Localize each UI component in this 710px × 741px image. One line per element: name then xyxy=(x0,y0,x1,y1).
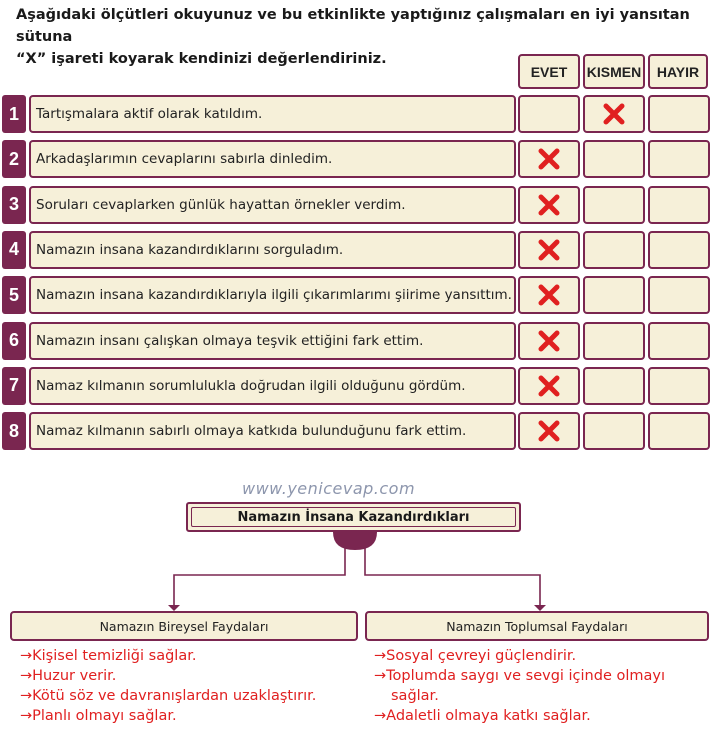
cell-kismen[interactable] xyxy=(583,367,645,405)
social-benefits-list xyxy=(374,646,665,726)
list-item: →Kötü söz ve davranışlardan uzaklaştırır. xyxy=(20,688,317,704)
table-row xyxy=(2,95,708,133)
cell-kismen[interactable] xyxy=(583,276,645,314)
list-item: sağlar. xyxy=(391,688,439,704)
cell-hayir[interactable] xyxy=(648,412,710,450)
individual-benefits-list xyxy=(20,646,316,726)
cell-kismen[interactable] xyxy=(583,95,645,133)
list-item: →Toplumda saygı ve sevgi içinde olmayı xyxy=(374,668,666,684)
table-row xyxy=(2,186,708,224)
cell-evet[interactable] xyxy=(518,367,580,405)
connector-line-left xyxy=(174,546,345,608)
table-row xyxy=(2,140,708,178)
table-row xyxy=(2,276,708,314)
cell-kismen[interactable] xyxy=(583,322,645,360)
cell-hayir[interactable] xyxy=(648,140,710,178)
diagram-connectors xyxy=(0,530,710,615)
cell-kismen[interactable] xyxy=(583,186,645,224)
table-row xyxy=(2,367,708,405)
row-number: 2 xyxy=(2,140,26,178)
x-mark-icon xyxy=(537,374,561,398)
individual-benefits-title: Namazın Bireysel Faydaları xyxy=(99,618,269,634)
row-statement: Namaz kılmanın sabırlı olmaya katkıda bulunduğunu fark ettim. xyxy=(29,412,516,450)
x-mark-icon xyxy=(537,193,561,217)
row-statement: Namazın insanı çalışkan olmaya teşvik ettiğini fark ettim. xyxy=(29,322,516,360)
row-statement: Namazın insana kazandırdıklarıyla ilgili çıkarımlarımı şiirime yansıttım. xyxy=(29,276,516,314)
cell-evet[interactable] xyxy=(518,231,580,269)
cell-kismen[interactable] xyxy=(583,412,645,450)
row-number: 7 xyxy=(2,367,26,405)
cell-evet[interactable] xyxy=(518,412,580,450)
row-statement: Arkadaşlarımın cevaplarını sabırla dinledim. xyxy=(29,140,516,178)
row-number: 1 xyxy=(2,95,26,133)
row-number: 8 xyxy=(2,412,26,450)
cell-evet[interactable] xyxy=(518,95,580,133)
cell-evet[interactable] xyxy=(518,276,580,314)
x-mark-icon xyxy=(537,283,561,307)
column-header-hayir: HAYIR xyxy=(648,54,708,89)
cell-hayir[interactable] xyxy=(648,367,710,405)
list-item: →Sosyal çevreyi güçlendirir. xyxy=(374,648,577,664)
cell-evet[interactable] xyxy=(518,322,580,360)
row-statement: Tartışmalara aktif olarak katıldım. xyxy=(29,95,516,133)
instruction-line-1: Aşağıdaki ölçütleri okuyunuz ve bu etkinlikte yaptığınız çalışmaları en iyi yansıtan sütuna xyxy=(16,7,690,45)
column-header-kismen: KISMEN xyxy=(583,54,645,89)
individual-benefits-box xyxy=(10,611,358,641)
list-item: →Adaletli olmaya katkı sağlar. xyxy=(374,708,591,724)
table-row xyxy=(2,322,708,360)
x-mark-icon xyxy=(537,329,561,353)
row-number: 3 xyxy=(2,186,26,224)
row-number: 6 xyxy=(2,322,26,360)
row-number: 5 xyxy=(2,276,26,314)
watermark: www.yenicevap.com xyxy=(242,479,416,498)
diagram-title-box xyxy=(186,502,521,532)
list-item: →Huzur verir. xyxy=(20,668,117,684)
cell-hayir[interactable] xyxy=(648,322,710,360)
connector-line-right xyxy=(365,546,540,608)
x-mark-icon xyxy=(537,147,561,171)
x-mark-icon xyxy=(537,238,561,262)
x-mark-icon xyxy=(537,419,561,443)
cell-hayir[interactable] xyxy=(648,231,710,269)
cell-evet[interactable] xyxy=(518,186,580,224)
connector-knob xyxy=(333,532,377,550)
social-benefits-box xyxy=(365,611,709,641)
table-row xyxy=(2,231,708,269)
list-item: →Planlı olmayı sağlar. xyxy=(20,708,177,724)
row-statement: Namazın insana kazandırdıklarını sorguladım. xyxy=(29,231,516,269)
cell-kismen[interactable] xyxy=(583,231,645,269)
diagram-title: Namazın İnsana Kazandırdıkları xyxy=(237,509,470,525)
row-statement: Soruları cevaplarken günlük hayattan örnekler verdim. xyxy=(29,186,516,224)
cell-hayir[interactable] xyxy=(648,95,710,133)
cell-evet[interactable] xyxy=(518,140,580,178)
row-number: 4 xyxy=(2,231,26,269)
cell-hayir[interactable] xyxy=(648,186,710,224)
instruction-line-2: “X” işareti koyarak kendinizi değerlendiriniz. xyxy=(16,51,387,67)
list-item: →Kişisel temizliği sağlar. xyxy=(20,648,197,664)
cell-kismen[interactable] xyxy=(583,140,645,178)
x-mark-icon xyxy=(602,102,626,126)
row-statement: Namaz kılmanın sorumlulukla doğrudan ilgili olduğunu gördüm. xyxy=(29,367,516,405)
cell-hayir[interactable] xyxy=(648,276,710,314)
social-benefits-title: Namazın Toplumsal Faydaları xyxy=(446,618,628,634)
column-header-evet: EVET xyxy=(518,54,580,89)
table-row xyxy=(2,412,708,450)
